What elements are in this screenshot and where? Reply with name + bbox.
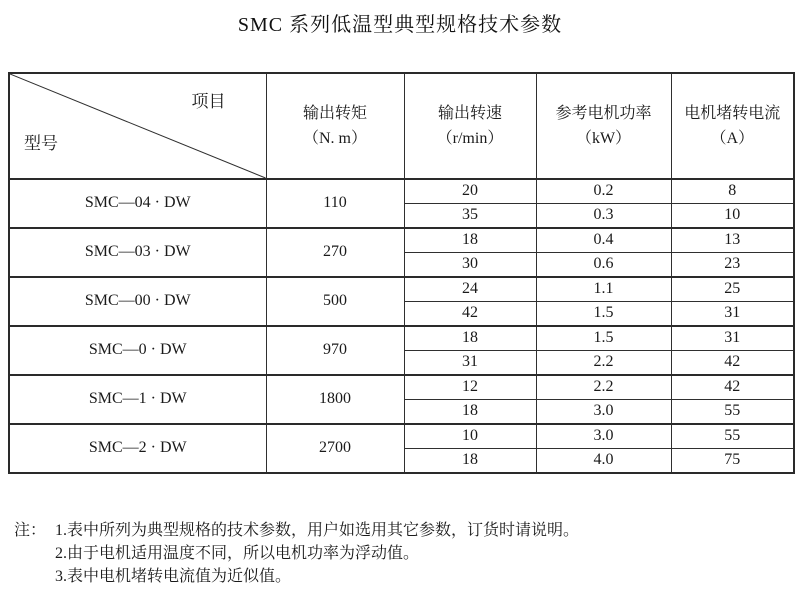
footnotes: [14, 519, 579, 588]
footnotes-label: 注：: [14, 522, 47, 539]
table-row: [9, 375, 794, 400]
power-cell: 0.4: [536, 228, 671, 253]
column-header-current: [671, 73, 794, 179]
corner-model-label: 型号: [24, 134, 58, 154]
torque-cell: 970: [266, 326, 404, 375]
speed-cell: 18: [404, 228, 536, 253]
current-cell: 8: [671, 179, 794, 204]
corner-item-label: 项目: [191, 92, 226, 111]
torque-cell: 500: [266, 277, 404, 326]
column-label: 输出转速: [437, 105, 502, 122]
table-row: [9, 277, 794, 302]
model-cell: SMC—04 · DW: [9, 179, 266, 228]
speed-cell: 35: [404, 204, 536, 229]
model-cell: SMC—00 · DW: [9, 277, 266, 326]
footnotes-list: [55, 519, 579, 588]
model-cell: SMC—03 · DW: [9, 228, 266, 277]
corner-header-cell: [9, 73, 266, 179]
speed-cell: 18: [404, 326, 536, 351]
column-unit: （N. m）: [302, 130, 367, 147]
speed-cell: 12: [404, 375, 536, 400]
power-cell: 1.1: [536, 277, 671, 302]
power-cell: 0.3: [536, 204, 671, 229]
diagonal-divider-line: [10, 74, 266, 178]
footnote-item: 2.由于电机适用温度不同，所以电机功率为浮动值。: [55, 545, 420, 562]
power-cell: 3.0: [536, 400, 671, 425]
column-header-speed: [404, 73, 536, 179]
speed-cell: 42: [404, 302, 536, 327]
table-row: [9, 424, 794, 449]
speed-cell: 18: [404, 400, 536, 425]
current-cell: 55: [671, 424, 794, 449]
power-cell: 1.5: [536, 326, 671, 351]
torque-cell: 2700: [266, 424, 404, 473]
model-cell: SMC—1 · DW: [9, 375, 266, 424]
speed-cell: 18: [404, 449, 536, 474]
header-row: [9, 73, 794, 179]
power-cell: 4.0: [536, 449, 671, 474]
current-cell: 10: [671, 204, 794, 229]
current-cell: 31: [671, 326, 794, 351]
current-cell: 42: [671, 375, 794, 400]
column-label: 参考电机功率: [555, 105, 652, 122]
speed-cell: 31: [404, 351, 536, 376]
power-cell: 3.0: [536, 424, 671, 449]
speed-cell: 10: [404, 424, 536, 449]
column-unit: （kW）: [575, 130, 632, 147]
column-unit: （r/min）: [436, 130, 504, 147]
column-label: 电机堵转电流: [684, 105, 781, 122]
column-label: 输出转矩: [302, 105, 367, 122]
power-cell: 0.2: [536, 179, 671, 204]
power-cell: 1.5: [536, 302, 671, 327]
speed-cell: 20: [404, 179, 536, 204]
current-cell: 55: [671, 400, 794, 425]
power-cell: 2.2: [536, 375, 671, 400]
column-unit: （A）: [710, 130, 755, 147]
footnote-item: 1.表中所列为典型规格的技术参数，用户如选用其它参数，订货时请说明。: [55, 522, 580, 539]
current-cell: 75: [671, 449, 794, 474]
model-cell: SMC—0 · DW: [9, 326, 266, 375]
torque-cell: 270: [266, 228, 404, 277]
current-cell: 13: [671, 228, 794, 253]
page-title: SMC 系列低温型典型规格技术参数: [237, 14, 563, 36]
table-row: [9, 326, 794, 351]
spec-table-container: [8, 72, 795, 474]
power-cell: 0.6: [536, 253, 671, 278]
current-cell: 25: [671, 277, 794, 302]
speed-cell: 30: [404, 253, 536, 278]
torque-cell: 110: [266, 179, 404, 228]
current-cell: 23: [671, 253, 794, 278]
power-cell: 2.2: [536, 351, 671, 376]
column-header-torque: [266, 73, 404, 179]
speed-cell: 24: [404, 277, 536, 302]
spec-table: [8, 72, 795, 474]
footnote-item: 3.表中电机堵转电流值为近似值。: [55, 568, 292, 585]
table-row: [9, 179, 794, 204]
current-cell: 42: [671, 351, 794, 376]
model-cell: SMC—2 · DW: [9, 424, 266, 473]
column-header-power: [536, 73, 671, 179]
current-cell: 31: [671, 302, 794, 327]
table-row: [9, 228, 794, 253]
torque-cell: 1800: [266, 375, 404, 424]
